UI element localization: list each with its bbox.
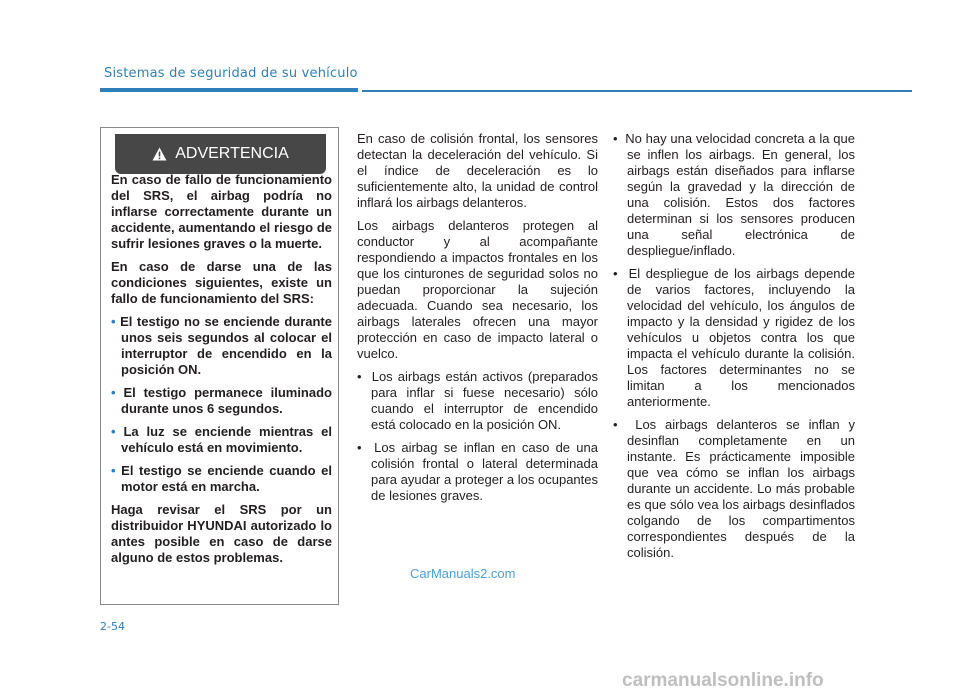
list-item: • Los airbags están activos (preparados para inflar si fuese necesario) sólo cuando el interruptor de encendido está colocado en la posición ON. [357,369,598,432]
text-column-right [613,131,855,568]
footer-watermark: carmanualsonline.info [622,670,824,691]
warning-body [111,172,332,573]
warning-list-item: • El testigo permanece iluminado durante unos 6 segundos. [111,385,332,416]
list-item: • Los airbags delanteros se inflan y desinflan completamente en un instante. Es prácticamente imposible que vea cómo se inflan los airbags durante un accidente. Lo más probable es que sólo vea los airbags desinflados colgando de los compartimentos correspondientes después de la colisión. [613,417,855,560]
warning-paragraph: En caso de darse una de las condiciones siguientes, existe un fallo de funcionamiento del SRS: [111,259,332,306]
warning-paragraph: En caso de fallo de funcionamiento del SRS, el airbag podría no inflarse correctamente durante un accidente, aumentando el riesgo de sufrir lesiones graves o la muerte. [111,172,332,251]
bullet-list [357,369,598,504]
warning-paragraph: Haga revisar el SRS por un distribuidor HYUNDAI autorizado lo antes posible en caso de darse alguno de estos problemas. [111,502,332,565]
list-item: • El despliegue de los airbags depende de varios factores, incluyendo la velocidad del vehículo, los ángulos de impacto y la densidad y rigidez de los vehículos u objetos contra los que impacta el vehículo durante la colisión. Los factores determinantes no se limitan a los mencionados anteriormente. [613,266,855,409]
list-item: • No hay una velocidad concreta a la que se inflen los airbags. En general, los airbags están diseñados para inflarse según la gravedad y la dirección de una colisión. Estos dos factores determinan si los sensores producen una señal electrónica de despliegue/inflado. [613,131,855,258]
section-title: Sistemas de seguridad de su vehículo [104,66,358,81]
warning-title: ADVERTENCIA [175,145,289,162]
watermark-link[interactable]: CarManuals2.com [410,566,516,581]
header-rule-thick [100,88,358,92]
body-paragraph: En caso de colisión frontal, los sensores detectan la deceleración del vehículo. Si el índice de deceleración es lo suficientemente alto, la unidad de control inflará los airbags delanteros. [357,131,598,210]
text-column-middle [357,131,598,511]
bullet-list [613,131,855,561]
warning-list-item: • El testigo se enciende cuando el motor está en marcha. [111,463,332,494]
warning-box [100,127,339,605]
header-rule-thin [362,90,912,92]
warning-header [115,134,326,174]
list-item: • Los airbag se inflan en caso de una colisión frontal o lateral determinada para ayudar a proteger a los ocupantes de lesiones graves. [357,440,598,503]
warning-list-item: • La luz se enciende mientras el vehículo está en movimiento. [111,424,332,455]
warning-triangle-icon [152,147,167,161]
warning-list-item: • El testigo no se enciende durante unos seis segundos al colocar el interruptor de encendido en la posición ON. [111,314,332,377]
body-paragraph: Los airbags delanteros protegen al conductor y al acompañante respondiendo a impactos frontales en los que los cinturones de seguridad solos no puedan proporcionar la sujeción adecuada. Cuando sea necesario, los airbags laterales ofrecen una mayor protección en caso de impacto lateral o vuelco. [357,218,598,361]
warning-list [111,314,332,495]
page-number: 2-54 [100,620,125,633]
